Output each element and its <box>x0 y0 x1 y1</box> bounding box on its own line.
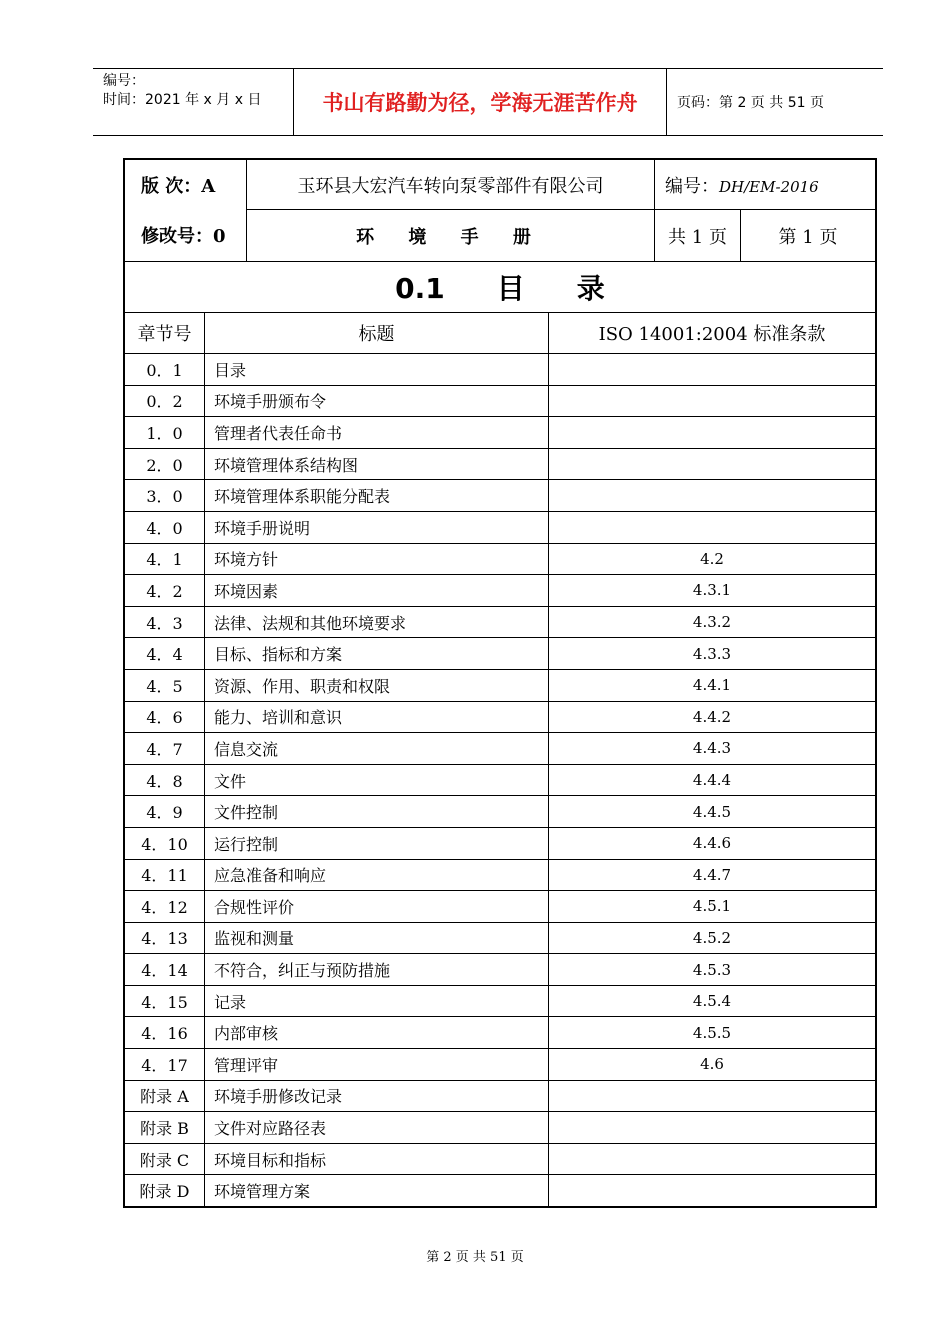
header-time: 时间：2021 年 x 月 x 日 <box>103 92 262 108</box>
row-iso-clause <box>549 1112 876 1144</box>
table-row <box>125 575 876 607</box>
row-title: 运行控制 <box>205 827 549 859</box>
row-title: 环境管理体系结构图 <box>205 448 549 480</box>
row-title: 环境手册说明 <box>205 511 549 543</box>
table-row <box>125 385 876 417</box>
row-iso-clause: 4.6 <box>549 1049 876 1081</box>
company-name: 玉环县大宏汽车转向泵零部件有限公司 <box>247 160 655 210</box>
toc-heading-char-2: 录 <box>576 272 605 305</box>
doc-number-label: 编号： <box>665 175 719 197</box>
row-chapter-number: 4．14 <box>125 954 205 986</box>
row-title: 环境管理方案 <box>205 1175 549 1207</box>
row-chapter-number: 0．1 <box>125 354 205 386</box>
row-iso-clause <box>549 1080 876 1112</box>
row-chapter-number: 4．17 <box>125 1049 205 1081</box>
row-title: 能力、培训和意识 <box>205 701 549 733</box>
version-cell <box>125 160 247 210</box>
table-row <box>125 669 876 701</box>
row-iso-clause: 4.4.3 <box>549 733 876 765</box>
row-chapter-number: 4．13 <box>125 922 205 954</box>
row-iso-clause <box>549 1143 876 1175</box>
table-row <box>125 827 876 859</box>
table-row <box>125 1175 876 1207</box>
row-iso-clause: 4.3.3 <box>549 638 876 670</box>
row-chapter-number: 4．7 <box>125 733 205 765</box>
row-chapter-number: 4．3 <box>125 606 205 638</box>
row-iso-clause: 4.5.3 <box>549 954 876 986</box>
row-chapter-number: 1．0 <box>125 417 205 449</box>
row-title: 应急准备和响应 <box>205 859 549 891</box>
row-title: 环境管理体系职能分配表 <box>205 480 549 512</box>
row-iso-clause: 4.2 <box>549 543 876 575</box>
header-number-label: 编号： <box>103 73 145 89</box>
table-row <box>125 638 876 670</box>
row-iso-clause: 4.4.6 <box>549 827 876 859</box>
row-iso-clause <box>549 417 876 449</box>
row-iso-clause: 4.3.2 <box>549 606 876 638</box>
table-row <box>125 448 876 480</box>
row-iso-clause: 4.4.4 <box>549 764 876 796</box>
toc-heading-char-1: 目 <box>496 272 525 305</box>
row-title: 文件控制 <box>205 796 549 828</box>
manual-title: 环 境 手 册 <box>247 210 655 262</box>
row-title: 管理评审 <box>205 1049 549 1081</box>
document-frame <box>123 158 877 1208</box>
toc-table <box>124 261 876 1207</box>
toc-column-headers <box>125 313 876 354</box>
row-chapter-number: 4．2 <box>125 575 205 607</box>
row-title: 目标、指标和方案 <box>205 638 549 670</box>
table-row <box>125 701 876 733</box>
row-title: 环境目标和指标 <box>205 1143 549 1175</box>
row-chapter-number: 4．4 <box>125 638 205 670</box>
table-row <box>125 1049 876 1081</box>
row-iso-clause: 4.4.5 <box>549 796 876 828</box>
row-iso-clause: 4.5.5 <box>549 1017 876 1049</box>
column-header-chapter: 章节号 <box>125 313 205 354</box>
row-chapter-number: 4．15 <box>125 985 205 1017</box>
row-title: 管理者代表任命书 <box>205 417 549 449</box>
row-chapter-number: 4．0 <box>125 511 205 543</box>
total-pages: 共 1 页 <box>655 210 741 262</box>
row-chapter-number: 2．0 <box>125 448 205 480</box>
row-chapter-number: 附录 D <box>125 1175 205 1207</box>
row-chapter-number: 4．12 <box>125 891 205 923</box>
table-row <box>125 1017 876 1049</box>
row-iso-clause <box>549 511 876 543</box>
row-title: 法律、法规和其他环境要求 <box>205 606 549 638</box>
table-row <box>125 764 876 796</box>
doc-number-cell <box>655 160 876 210</box>
table-row <box>125 1112 876 1144</box>
row-chapter-number: 4．1 <box>125 543 205 575</box>
row-iso-clause <box>549 354 876 386</box>
row-chapter-number: 4．10 <box>125 827 205 859</box>
row-title: 监视和测量 <box>205 922 549 954</box>
row-title: 环境方针 <box>205 543 549 575</box>
page-footer: 第 2 页 共 51 页 <box>426 1250 524 1265</box>
column-header-iso-clause: ISO 14001:2004 标准条款 <box>549 313 876 354</box>
table-row <box>125 985 876 1017</box>
table-row <box>125 859 876 891</box>
page-header <box>93 68 883 136</box>
toc-section-number: 0.1 <box>395 272 445 305</box>
header-page-info: 页码：第 2 页 共 51 页 <box>677 95 824 111</box>
row-chapter-number: 附录 B <box>125 1112 205 1144</box>
row-iso-clause <box>549 385 876 417</box>
table-row <box>125 417 876 449</box>
header-slogan: 书山有路勤为径，学海无涯苦作舟 <box>294 69 667 135</box>
toc-rows <box>125 354 876 1207</box>
table-row <box>125 891 876 923</box>
row-iso-clause <box>549 480 876 512</box>
row-iso-clause <box>549 1175 876 1207</box>
table-row <box>125 480 876 512</box>
row-iso-clause: 4.5.1 <box>549 891 876 923</box>
row-title: 信息交流 <box>205 733 549 765</box>
column-header-title: 标题 <box>205 313 549 354</box>
title-block <box>124 159 876 262</box>
row-chapter-number: 3．0 <box>125 480 205 512</box>
row-title: 合规性评价 <box>205 891 549 923</box>
table-row <box>125 511 876 543</box>
header-meta <box>93 69 294 135</box>
table-row <box>125 954 876 986</box>
row-iso-clause <box>549 448 876 480</box>
row-chapter-number: 4．6 <box>125 701 205 733</box>
row-iso-clause: 4.4.1 <box>549 669 876 701</box>
revision-label: 修改号：0 <box>141 226 226 248</box>
table-row <box>125 1080 876 1112</box>
row-title: 记录 <box>205 985 549 1017</box>
row-chapter-number: 附录 A <box>125 1080 205 1112</box>
row-iso-clause: 4.4.2 <box>549 701 876 733</box>
row-chapter-number: 4．8 <box>125 764 205 796</box>
doc-number-value: DH/EM-2016 <box>719 177 819 196</box>
row-chapter-number: 4．9 <box>125 796 205 828</box>
row-title: 文件对应路径表 <box>205 1112 549 1144</box>
row-chapter-number: 4．16 <box>125 1017 205 1049</box>
row-title: 不符合，纠正与预防措施 <box>205 954 549 986</box>
row-title: 环境因素 <box>205 575 549 607</box>
table-row <box>125 922 876 954</box>
row-iso-clause: 4.4.7 <box>549 859 876 891</box>
row-title: 资源、作用、职责和权限 <box>205 669 549 701</box>
row-iso-clause: 4.3.1 <box>549 575 876 607</box>
toc-heading <box>125 262 876 313</box>
table-row <box>125 1143 876 1175</box>
row-iso-clause: 4.5.4 <box>549 985 876 1017</box>
row-chapter-number: 附录 C <box>125 1143 205 1175</box>
row-chapter-number: 4．11 <box>125 859 205 891</box>
table-row <box>125 733 876 765</box>
table-row <box>125 543 876 575</box>
row-iso-clause: 4.5.2 <box>549 922 876 954</box>
row-title: 文件 <box>205 764 549 796</box>
row-chapter-number: 4．5 <box>125 669 205 701</box>
row-title: 目录 <box>205 354 549 386</box>
revision-cell <box>125 210 247 262</box>
row-title: 环境手册修改记录 <box>205 1080 549 1112</box>
table-row <box>125 606 876 638</box>
row-title: 内部审核 <box>205 1017 549 1049</box>
version-label: 版 次：A <box>141 175 216 197</box>
row-title: 环境手册颁布令 <box>205 385 549 417</box>
current-page: 第 1 页 <box>741 210 876 262</box>
table-row <box>125 796 876 828</box>
table-row <box>125 354 876 386</box>
row-chapter-number: 0．2 <box>125 385 205 417</box>
